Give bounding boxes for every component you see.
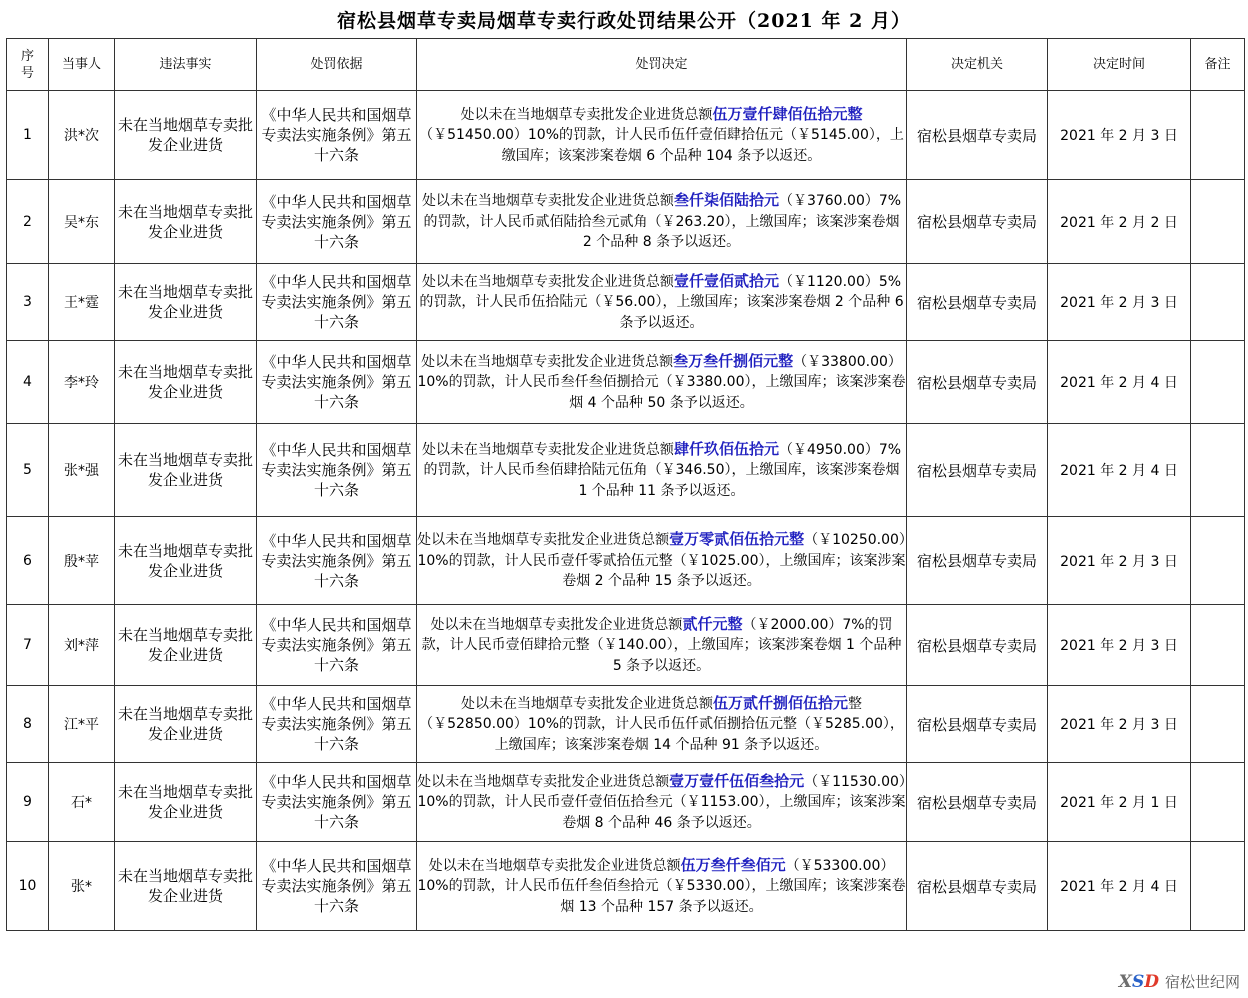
cell-basis: 《中华人民共和国烟草专卖法实施条例》第五十六条	[257, 341, 417, 424]
penalty-amount: 叁万叁仟捌佰元整	[673, 351, 794, 370]
header-basis: 处罚依据	[257, 39, 417, 91]
cell-basis: 《中华人民共和国烟草专卖法实施条例》第五十六条	[257, 180, 417, 264]
header-authority: 决定机关	[907, 39, 1048, 91]
header-party: 当事人	[49, 39, 115, 91]
cell-party: 吴*东	[49, 180, 115, 264]
cell-seq: 4	[7, 341, 49, 424]
cell-basis: 《中华人民共和国烟草专卖法实施条例》第五十六条	[257, 686, 417, 763]
site-watermark	[1119, 971, 1240, 992]
site-name: 宿松世纪网	[1164, 973, 1240, 991]
penalty-amount: 肆仟玖佰伍拾元	[673, 439, 779, 458]
penalty-amount: 贰仟元整	[682, 614, 743, 633]
cell-note	[1191, 180, 1245, 264]
cell-authority: 宿松县烟草专卖局	[907, 424, 1048, 517]
cell-authority: 宿松县烟草专卖局	[907, 605, 1048, 686]
cell-note	[1191, 341, 1245, 424]
penalty-table	[6, 38, 1245, 931]
cell-time: 2021 年 2 月 4 日	[1048, 341, 1191, 424]
header-fact: 违法事实	[115, 39, 257, 91]
cell-decision: 处以未在当地烟草专卖批发企业进货总额叁仟柒佰陆拾元（￥3760.00）7%的罚款，计人民币贰佰陆拾叁元贰角（￥263.20），上缴国库；该案涉案卷烟 2 个品种 8 条予以返还。	[417, 180, 907, 264]
cell-note	[1191, 517, 1245, 605]
header-decision: 处罚决定	[417, 39, 907, 91]
cell-seq: 9	[7, 763, 49, 842]
cell-time: 2021 年 2 月 2 日	[1048, 180, 1191, 264]
cell-authority: 宿松县烟草专卖局	[907, 180, 1048, 264]
cell-basis: 《中华人民共和国烟草专卖法实施条例》第五十六条	[257, 91, 417, 180]
cell-note	[1191, 686, 1245, 763]
cell-note	[1191, 605, 1245, 686]
cell-fact: 未在当地烟草专卖批发企业进货	[115, 91, 257, 180]
cell-note	[1191, 264, 1245, 341]
cell-decision: 处以未在当地烟草专卖批发企业进货总额伍万贰仟捌佰伍拾元整（￥52850.00）10%的罚款，计人民币伍仟贰佰捌拾伍元整（￥5285.00），上缴国库；该案涉案卷烟 14 个品种 91 条予以返还。	[417, 686, 907, 763]
cell-fact: 未在当地烟草专卖批发企业进货	[115, 424, 257, 517]
cell-basis: 《中华人民共和国烟草专卖法实施条例》第五十六条	[257, 763, 417, 842]
cell-fact: 未在当地烟草专卖批发企业进货	[115, 686, 257, 763]
cell-party: 洪*次	[49, 91, 115, 180]
cell-decision: 处以未在当地烟草专卖批发企业进货总额肆仟玖佰伍拾元（￥4950.00）7%的罚款，计人民币叁佰肆拾陆元伍角（￥346.50），上缴国库，该案涉案卷烟 1 个品种 11 条予以返还。	[417, 424, 907, 517]
cell-note	[1191, 91, 1245, 180]
penalty-amount: 伍万贰仟捌佰伍拾元	[712, 693, 848, 712]
cell-party: 李*玲	[49, 341, 115, 424]
cell-party: 张*	[49, 842, 115, 931]
table-row	[7, 605, 1245, 686]
cell-decision: 处以未在当地烟草专卖批发企业进货总额壹仟壹佰贰拾元（￥1120.00）5%的罚款，计人民币伍拾陆元（￥56.00），上缴国库；该案涉案卷烟 2 个品种 6 条予以返还。	[417, 264, 907, 341]
cell-seq: 5	[7, 424, 49, 517]
header-note: 备注	[1191, 39, 1245, 91]
cell-decision: 处以未在当地烟草专卖批发企业进货总额伍万叁仟叁佰元（￥53300.00）10%的罚款，计人民币伍仟叁佰叁拾元（￥5330.00），上缴国库；该案涉案卷烟 13 个品种 157 条予以返还。	[417, 842, 907, 931]
cell-basis: 《中华人民共和国烟草专卖法实施条例》第五十六条	[257, 842, 417, 931]
cell-fact: 未在当地烟草专卖批发企业进货	[115, 264, 257, 341]
cell-note	[1191, 842, 1245, 931]
cell-time: 2021 年 2 月 3 日	[1048, 605, 1191, 686]
cell-authority: 宿松县烟草专卖局	[907, 264, 1048, 341]
cell-time: 2021 年 2 月 3 日	[1048, 517, 1191, 605]
cell-fact: 未在当地烟草专卖批发企业进货	[115, 180, 257, 264]
cell-basis: 《中华人民共和国烟草专卖法实施条例》第五十六条	[257, 517, 417, 605]
cell-decision: 处以未在当地烟草专卖批发企业进货总额叁万叁仟捌佰元整（￥33800.00）10%的罚款，计人民币叁仟叁佰捌拾元（￥3380.00），上缴国库；该案涉案卷烟 4 个品种 50 条予以返还。	[417, 341, 907, 424]
penalty-amount: 壹万零贰佰伍拾元整	[669, 530, 805, 549]
penalty-amount: 伍万壹仟肆佰伍拾元整	[712, 104, 863, 123]
cell-authority: 宿松县烟草专卖局	[907, 517, 1048, 605]
penalty-amount: 叁仟柒佰陆拾元	[673, 191, 779, 210]
cell-seq: 2	[7, 180, 49, 264]
cell-decision: 处以未在当地烟草专卖批发企业进货总额壹万零贰佰伍拾元整（￥10250.00）10%的罚款，计人民币壹仟零贰拾伍元整（￥1025.00），上缴国库；该案涉案卷烟 2 个品种 15 条予以返还。	[417, 517, 907, 605]
cell-authority: 宿松县烟草专卖局	[907, 763, 1048, 842]
cell-authority: 宿松县烟草专卖局	[907, 686, 1048, 763]
cell-time: 2021 年 2 月 4 日	[1048, 424, 1191, 517]
table-row	[7, 517, 1245, 605]
cell-authority: 宿松县烟草专卖局	[907, 91, 1048, 180]
cell-fact: 未在当地烟草专卖批发企业进货	[115, 605, 257, 686]
cell-party: 殷*苹	[49, 517, 115, 605]
penalty-amount: 壹万壹仟伍佰叁拾元	[669, 771, 805, 790]
cell-note	[1191, 424, 1245, 517]
table-row	[7, 264, 1245, 341]
table-row	[7, 842, 1245, 931]
cell-time: 2021 年 2 月 4 日	[1048, 842, 1191, 931]
cell-decision: 处以未在当地烟草专卖批发企业进货总额贰仟元整（￥2000.00）7%的罚款，计人民币壹佰肆拾元整（￥140.00），上缴国库；该案涉案卷烟 1 个品种 5 条予以返还。	[417, 605, 907, 686]
table-header-row	[7, 39, 1245, 91]
cell-seq: 10	[7, 842, 49, 931]
site-logo: XSD	[1118, 971, 1159, 992]
cell-fact: 未在当地烟草专卖批发企业进货	[115, 341, 257, 424]
cell-basis: 《中华人民共和国烟草专卖法实施条例》第五十六条	[257, 605, 417, 686]
cell-time: 2021 年 2 月 3 日	[1048, 686, 1191, 763]
table-row	[7, 686, 1245, 763]
cell-basis: 《中华人民共和国烟草专卖法实施条例》第五十六条	[257, 424, 417, 517]
cell-decision: 处以未在当地烟草专卖批发企业进货总额伍万壹仟肆佰伍拾元整（￥51450.00）10%的罚款，计人民币伍仟壹佰肆拾伍元（￥5145.00），上缴国库；该案涉案卷烟 6 个品种 104 条予以返还。	[417, 91, 907, 180]
header-seq: 序 号	[7, 39, 49, 91]
table-row	[7, 763, 1245, 842]
page-title: 宿松县烟草专卖局烟草专卖行政处罚结果公开（2021 年 2 月）	[337, 10, 911, 32]
penalty-amount: 伍万叁仟叁佰元	[680, 855, 786, 874]
table-row	[7, 91, 1245, 180]
cell-fact: 未在当地烟草专卖批发企业进货	[115, 517, 257, 605]
cell-time: 2021 年 2 月 3 日	[1048, 91, 1191, 180]
cell-seq: 8	[7, 686, 49, 763]
cell-fact: 未在当地烟草专卖批发企业进货	[115, 842, 257, 931]
cell-seq: 7	[7, 605, 49, 686]
cell-party: 张*强	[49, 424, 115, 517]
cell-time: 2021 年 2 月 1 日	[1048, 763, 1191, 842]
cell-basis: 《中华人民共和国烟草专卖法实施条例》第五十六条	[257, 264, 417, 341]
cell-note	[1191, 763, 1245, 842]
table-row	[7, 424, 1245, 517]
cell-seq: 6	[7, 517, 49, 605]
cell-authority: 宿松县烟草专卖局	[907, 842, 1048, 931]
header-time: 决定时间	[1048, 39, 1191, 91]
cell-party: 江*平	[49, 686, 115, 763]
cell-party: 王*霆	[49, 264, 115, 341]
penalty-amount: 壹仟壹佰贰拾元	[673, 271, 779, 290]
cell-party: 刘*萍	[49, 605, 115, 686]
table-row	[7, 180, 1245, 264]
cell-party: 石*	[49, 763, 115, 842]
cell-decision: 处以未在当地烟草专卖批发企业进货总额壹万壹仟伍佰叁拾元（￥11530.00）10%的罚款，计人民币壹仟壹佰伍拾叁元（￥1153.00），上缴国库；该案涉案卷烟 8 个品种 46 条予以返还。	[417, 763, 907, 842]
cell-fact: 未在当地烟草专卖批发企业进货	[115, 763, 257, 842]
cell-seq: 3	[7, 264, 49, 341]
cell-seq: 1	[7, 91, 49, 180]
table-row	[7, 341, 1245, 424]
cell-authority: 宿松县烟草专卖局	[907, 341, 1048, 424]
cell-time: 2021 年 2 月 3 日	[1048, 264, 1191, 341]
